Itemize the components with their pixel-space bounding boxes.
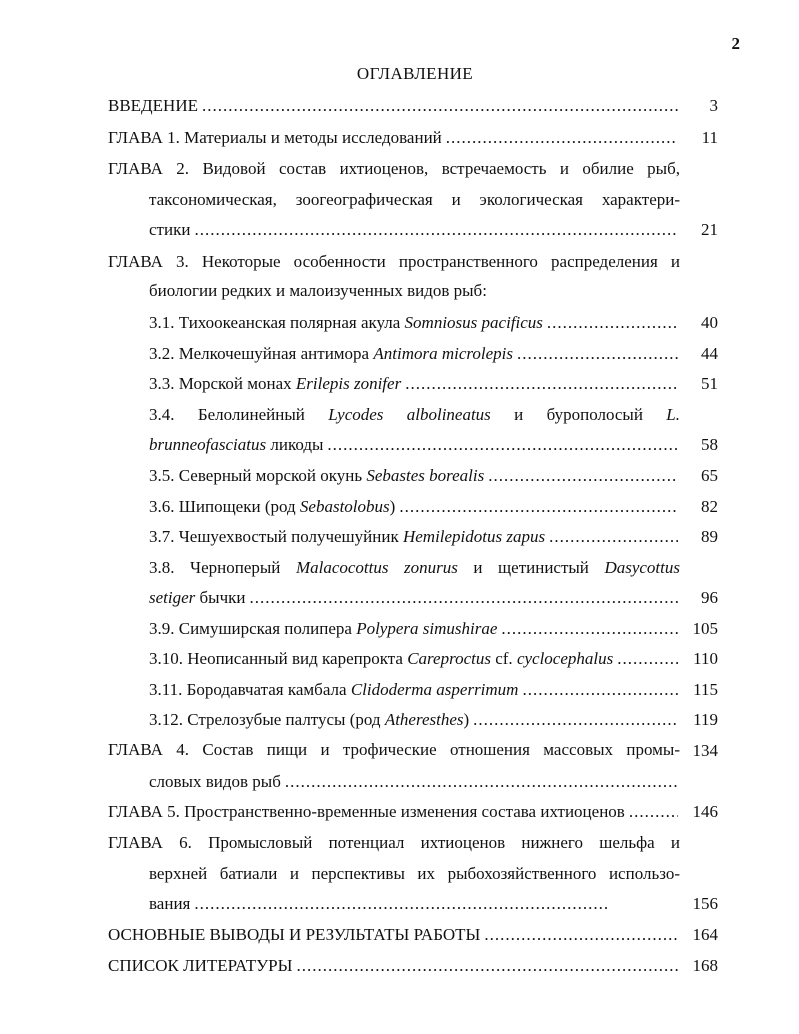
leader-dots	[484, 924, 678, 946]
species-name: Malacocottus zonurus	[295, 558, 458, 577]
species-name: setiger	[149, 588, 196, 607]
toc-label-line: 3.8. Черноперый Malacocottus zonurus и щетинистый Dasycottus	[149, 558, 680, 577]
toc-entry-3-12[interactable]	[149, 709, 682, 731]
toc-page-number: 96	[701, 588, 718, 607]
leader-dots	[547, 312, 678, 334]
toc-page-number: 89	[701, 527, 718, 546]
toc-entry-conclusions[interactable]	[108, 924, 682, 946]
toc-label-line: таксономическая, зоогеографическая и экологическая характери-	[149, 190, 680, 209]
leader-dots	[517, 343, 678, 365]
species-name: Somniosus pacificus	[404, 313, 543, 332]
toc-entry-3-11[interactable]	[149, 679, 682, 701]
species-name: Sebastes borealis	[366, 466, 485, 485]
toc-label: 3.5. Северный морской окунь Sebastes borealis	[149, 466, 485, 485]
toc-page-number: 40	[701, 313, 718, 332]
toc-entry-3-10[interactable]	[149, 648, 682, 670]
toc-label-line: ГЛАВА 3. Некоторые особенности пространственного распределения и	[108, 252, 680, 271]
toc-label-line: setiger бычки	[149, 588, 246, 607]
toc-page-number: 168	[692, 956, 718, 975]
toc-entry-chapter-2[interactable]	[108, 154, 680, 183]
leader-dots	[194, 219, 678, 241]
leader-dots	[522, 679, 678, 701]
toc-page-number: 115	[693, 680, 718, 699]
page-number: 2	[731, 34, 740, 53]
species-name: Polypera simushirae	[356, 619, 498, 638]
species-name: Careproctus	[407, 649, 491, 668]
toc-entry-chapter-5[interactable]	[108, 801, 682, 823]
toc-page-number: 82	[701, 497, 718, 516]
toc-label: 3.10. Неописанный вид карепрокта Careproctus cf. cyclocephalus	[149, 649, 614, 668]
species-name: Antimora microlepis	[373, 344, 513, 363]
toc-entry-chapter-2-cont	[149, 185, 680, 214]
leader-dots	[405, 373, 678, 395]
toc-entry-3-8[interactable]	[149, 553, 680, 582]
toc-entry-chapter-6[interactable]	[108, 828, 680, 857]
species-name: Hemilepidotus zapus	[402, 527, 546, 546]
toc-page-number: 44	[701, 344, 718, 363]
toc-page-number: 146	[692, 802, 718, 821]
species-name: Erilepis zonifer	[295, 374, 402, 393]
toc-entry-introduction[interactable]	[108, 95, 682, 117]
toc-entry-3-8-cont	[149, 587, 682, 609]
page-title: ОГЛАВЛЕНИЕ	[356, 64, 474, 83]
toc-page-number: 51	[701, 374, 718, 393]
leader-dots	[446, 127, 678, 149]
toc-entry-chapter-3-cont	[149, 280, 682, 302]
toc-label-line: словых видов рыб	[149, 772, 281, 791]
toc-label-line: ГЛАВА 4. Состав пищи и трофические отношения массовых промы-	[108, 740, 680, 759]
toc-entry-chapter-4[interactable]	[108, 735, 680, 764]
leader-dots	[629, 801, 678, 823]
leader-dots	[501, 618, 678, 640]
toc-label-line: ГЛАВА 6. Промысловый потенциал ихтиоценов нижнего шельфа и	[108, 833, 680, 852]
toc-label-line: вания	[149, 894, 191, 913]
leader-dots	[202, 95, 678, 117]
toc-label: 3.1. Тихоокеанская полярная акула Somniosus pacificus	[149, 313, 543, 332]
toc-entry-chapter-3[interactable]	[108, 247, 680, 276]
leader-dots	[617, 648, 678, 670]
toc-page-number: 164	[692, 925, 718, 944]
toc-entry-references[interactable]	[108, 955, 682, 977]
toc-label-line: 3.4. Белолинейный Lycodes albolineatus и бурополосый L.	[149, 405, 680, 424]
toc-label: 3.3. Морской монах Erilepis zonifer	[149, 374, 402, 393]
toc-entry-3-7[interactable]	[149, 526, 682, 548]
toc-entry-chapter-4-cont	[149, 771, 682, 793]
toc-entry-3-2[interactable]	[149, 343, 682, 365]
toc-label-line: биологии редких и малоизученных видов рыб:	[149, 281, 487, 300]
leader-dots	[399, 496, 678, 518]
leader-dots	[327, 434, 678, 456]
leader-dots	[473, 709, 678, 731]
leader-dots	[285, 771, 678, 793]
toc-page-number: 156	[692, 894, 718, 913]
toc-label: 3.6. Шипощеки (род Sebastolobus)	[149, 497, 396, 516]
leader-dots	[488, 465, 678, 487]
species-name: Clidoderma asperrimum	[350, 680, 519, 699]
toc-page-number: 3	[709, 96, 718, 115]
toc-page-number: 65	[701, 466, 718, 485]
toc-label: 3.9. Симуширская полипера Polypera simushirae	[149, 619, 498, 638]
toc-entry-3-5[interactable]	[149, 465, 682, 487]
toc-label: СПИСОК ЛИТЕРАТУРЫ	[108, 956, 293, 975]
toc-label-line: ГЛАВА 2. Видовой состав ихтиоценов, встречаемость и обилие рыб,	[108, 159, 680, 178]
toc-page-number: 21	[701, 220, 718, 239]
toc-label: 3.12. Стрелозубые палтусы (род Atheresthes)	[149, 710, 470, 729]
leader-dots	[250, 587, 678, 609]
species-name: Dasycottus	[604, 558, 680, 577]
toc-label: 3.2. Мелкочешуйная антимора Antimora microlepis	[149, 344, 513, 363]
toc-entry-chapter-2-end	[149, 219, 682, 241]
toc-entry-3-6[interactable]	[149, 496, 682, 518]
leader-dots	[194, 893, 609, 915]
toc-entry-3-4[interactable]	[149, 400, 680, 429]
species-name: Atheresthes	[384, 710, 464, 729]
toc-entry-chapter-6-cont	[149, 859, 680, 888]
leader-dots	[296, 955, 678, 977]
species-name: Lycodes albolineatus	[328, 405, 491, 424]
toc-label-line: стики	[149, 220, 191, 239]
species-name: cyclocephalus	[516, 649, 614, 668]
toc-page-number: 11	[701, 128, 718, 147]
species-name: L.	[666, 405, 680, 424]
toc-entry-3-1[interactable]	[149, 312, 682, 334]
toc-page-number: 119	[693, 710, 718, 729]
toc-label-line: brunneofasciatus ликоды	[149, 435, 324, 454]
toc-entry-3-3[interactable]	[149, 373, 682, 395]
toc-label: 3.7. Чешуехвостый получешуйник Hemilepidotus zapus	[149, 527, 546, 546]
leader-dots	[549, 526, 678, 548]
toc-page-number: 58	[701, 435, 718, 454]
toc-page-number: 105	[692, 619, 718, 638]
toc-entry-3-9[interactable]	[149, 618, 682, 640]
species-name: brunneofasciatus	[149, 435, 267, 454]
toc-page-number: 134	[692, 741, 718, 760]
species-name: Sebastolobus	[299, 497, 390, 516]
toc-label: ГЛАВА 1. Материалы и методы исследований	[108, 128, 442, 147]
toc-label-line: верхней батиали и перспективы их рыбохозяйственного использо-	[149, 864, 680, 883]
toc-label: ВВЕДЕНИЕ	[108, 96, 198, 115]
toc-page-number: 110	[693, 649, 718, 668]
toc-entry-3-4-cont	[149, 434, 682, 456]
toc-entry-chapter-1[interactable]	[108, 127, 682, 149]
toc-label: ГЛАВА 5. Пространственно-временные изменения состава ихтиоценов	[108, 802, 625, 821]
toc-label: 3.11. Бородавчатая камбала Clidoderma asperrimum	[149, 680, 519, 699]
toc-entry-chapter-6-end	[149, 893, 613, 915]
toc-label: ОСНОВНЫЕ ВЫВОДЫ И РЕЗУЛЬТАТЫ РАБОТЫ	[108, 925, 481, 944]
